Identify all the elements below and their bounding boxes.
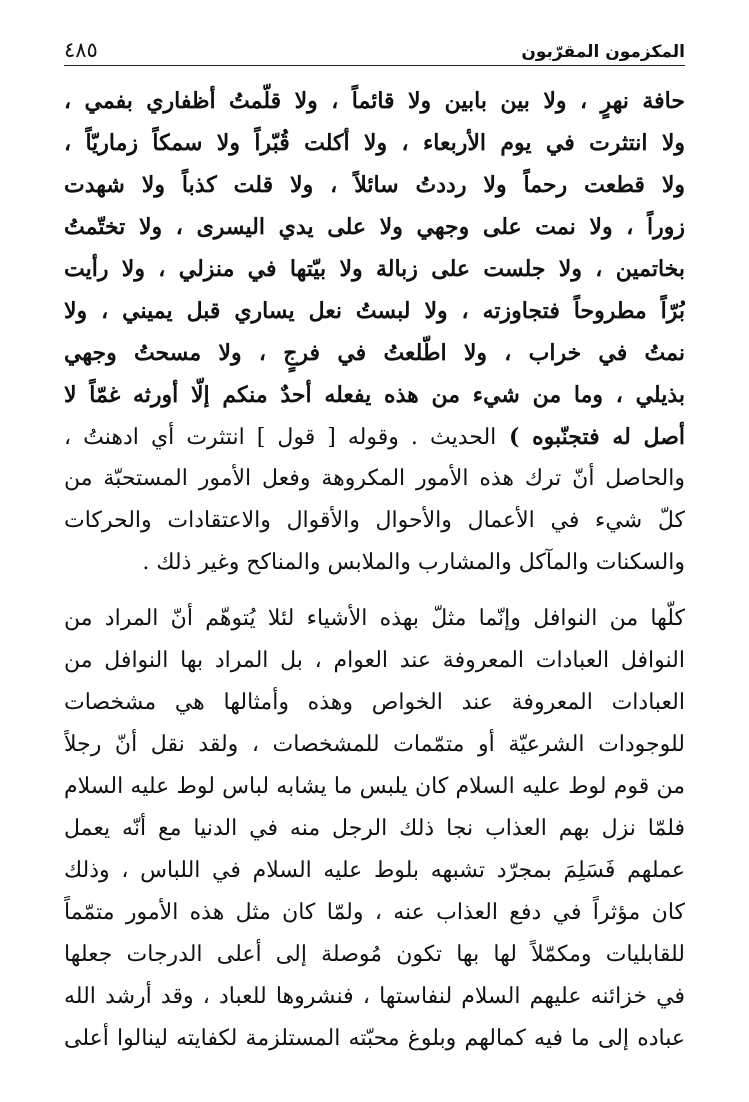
paragraph-hadith [64, 80, 685, 584]
body-text [64, 80, 685, 1060]
text-line: العبادات المعروفة عند الخواص وهذه وأمثالها هي مشخصات [64, 690, 685, 715]
text-line: والحاصل أنّ ترك هذه الأمور المكروهة وفعل الأمور المستحبّة من [64, 466, 685, 491]
text-line: نمتُ في خراب ، ولا اطّلعتُ في فرجٍ ، ولا مسحتُ وجهي [64, 340, 685, 366]
text-line: ولا قطعت رحماً ولا رددتُ سائلاً ، ولا قلت كذباً ولا شهدت [64, 172, 685, 198]
text-line: زوراً ، ولا نمت على وجهي ولا على يدي اليسرى ، ولا تختّمتُ [64, 214, 685, 240]
page-number: ٤٨٥ [64, 38, 98, 62]
text-line: عملهم فَسَلِمَ بمجرّد تشبهه بلوط عليه السلام في اللباس ، وذلك [64, 858, 685, 883]
paragraph-gap [64, 584, 685, 598]
text-line: ولا انتثرت في يوم الأربعاء ، ولا أكلت قُبّراً ولا سمكاً زماريّاً ، [64, 130, 685, 156]
text-line: للقابليات ومكمّلاً لها بها تكون مُوصلة إلى أعلى الدرجات جعلها [64, 942, 685, 967]
text-line: بُرّاً مطروحاً فتجاوزته ، ولا لبستُ نعل يساري قبل يميني ، ولا [64, 298, 685, 324]
text-line: النوافل العبادات المعروفة عند العوام ، بل المراد بها النوافل من [64, 648, 685, 673]
text-line: كان مؤثراً في دفع العذاب عنه ، ولمّا كان مثل هذه الأمور متمّماً [64, 900, 685, 925]
regular-segment: الحديث . وقوله [ قول ] انتثرت أي ادهنتُ ، [64, 425, 497, 450]
paragraph-commentary [64, 598, 685, 1060]
text-line: من قوم لوط عليه السلام كان يلبس ما يشابه لباس لوط عليه السلام [64, 774, 685, 799]
text-line: كلّها من النوافل وإنّما مثلّ بهذه الأشياء لئلا يُتوهّم أنّ المراد من [64, 606, 685, 631]
running-title: المكزمون المقرّبون [521, 42, 685, 62]
bold-segment: أصل له فتجنّبوه ) [496, 424, 685, 450]
text-line: فلمّا نزل بهم العذاب نجا ذلك الرجل منه في الدنيا مع أنّه يعمل [64, 816, 685, 841]
text-line: عباده إلى ما فيه كمالهم وبلوغ محبّته المستلزمة لكفايته لينالوا أعلى [64, 1026, 685, 1051]
text-line: كلّ شيء في الأعمال والأحوال والأقوال والاعتقادات والحركات [64, 508, 685, 533]
running-header [64, 30, 685, 66]
text-line: في خزائنه عليهم السلام لنفاستها ، فنشروها للعباد ، وقد أرشد الله [64, 984, 685, 1009]
text-line: للوجودات الشرعيّة أو متمّمات للمشخصات ، ولقد نقل أنّ رجلاً [64, 732, 685, 757]
text-line: بخاتمين ، ولا جلست على زبالة ولا بيّتها في منزلي ، ولا رأيت [64, 256, 685, 282]
text-line: حافة نهرٍ ، ولا بين بابين ولا قائماً ، ولا قلّمتُ أظفاري بفمي ، [64, 88, 685, 114]
text-line [64, 416, 685, 458]
text-line: والسكنات والمآكل والمشارب والملابس والمناكح وغير ذلك . [142, 550, 685, 575]
text-line: بذيلي ، وما من شيء من هذه يفعله أحدٌ منكم إلّا أورثه غمّاً لا [64, 382, 685, 408]
